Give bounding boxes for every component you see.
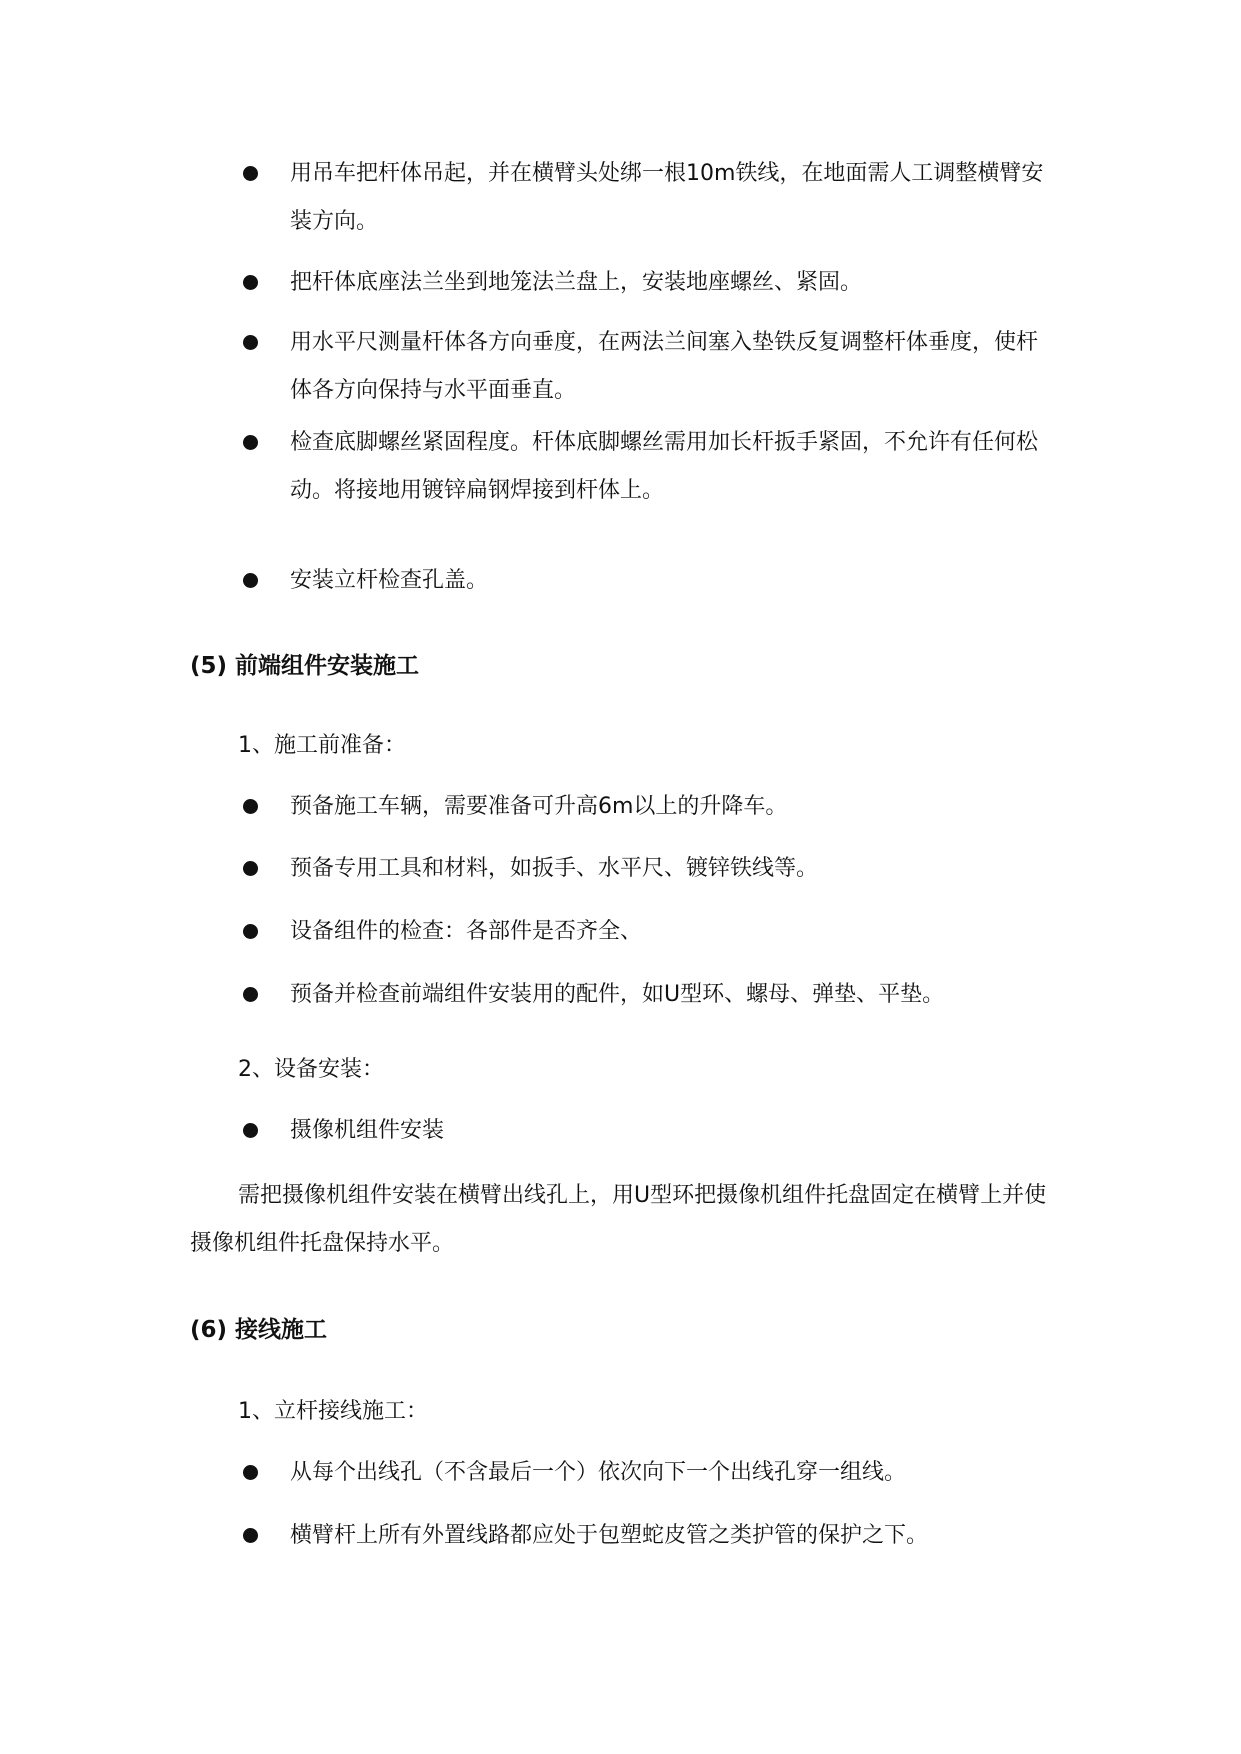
bullet-icon — [243, 573, 258, 588]
bullet-icon — [243, 861, 258, 876]
list-item — [243, 259, 1058, 307]
list-item — [243, 557, 1058, 605]
bullet-icon — [243, 987, 258, 1002]
bullet-icon — [243, 166, 258, 181]
section-heading: (6) 接线施工 — [190, 1317, 328, 1343]
list-item — [243, 319, 1058, 415]
body-paragraph: 需把摄像机组件安装在横臂出线孔上，用U型环把摄像机组件托盘固定在横臂上并使摄像机组件托盘保持水平。 — [190, 1183, 1047, 1256]
bullet-icon — [243, 799, 258, 814]
list-item-text: 横臂杆上所有外置线路都应处于包塑蛇皮管之类护管的保护之下。 — [290, 1523, 929, 1548]
subsection-label: 1、立杆接线施工： — [238, 1399, 428, 1424]
list-item-text: 预备并检查前端组件安装用的配件，如U型环、螺母、弹垫、平垫。 — [290, 982, 945, 1007]
list-item — [243, 419, 1058, 515]
list-item-text: 预备施工车辆，需要准备可升高6m以上的升降车。 — [290, 794, 788, 819]
bullet-icon — [243, 1528, 258, 1543]
subsection-label: 2、设备安装： — [238, 1057, 384, 1082]
subsection-label: 1、施工前准备： — [238, 733, 406, 758]
list-item-text: 检查底脚螺丝紧固程度。杆体底脚螺丝需用加长杆扳手紧固，不允许有任何松动。将接地用镀锌扁钢焊接到杆体上。 — [290, 430, 1039, 503]
list-item — [243, 150, 1058, 246]
list-item-text: 摄像机组件安装 — [290, 1118, 445, 1143]
bullet-icon — [243, 1123, 258, 1138]
list-item-text: 从每个出线孔（不含最后一个）依次向下一个出线孔穿一组线。 — [290, 1460, 907, 1485]
bullet-icon — [243, 335, 258, 350]
list-item — [243, 1449, 1058, 1497]
list-item — [243, 1107, 1058, 1155]
list-item-text: 安装立杆检查孔盖。 — [290, 568, 489, 593]
list-item-text: 把杆体底座法兰坐到地笼法兰盘上，安装地座螺丝、紧固。 — [290, 270, 863, 295]
list-item-text: 预备专用工具和材料，如扳手、水平尺、镀锌铁线等。 — [290, 856, 819, 881]
bullet-icon — [243, 435, 258, 450]
bullet-icon — [243, 924, 258, 939]
section-heading: (5) 前端组件安装施工 — [190, 653, 420, 679]
list-item-text: 设备组件的检查：各部件是否齐全、 — [290, 919, 643, 944]
list-item-text: 用吊车把杆体吊起，并在横臂头处绑一根10m铁线，在地面需人工调整横臂安装方向。 — [290, 161, 1044, 234]
list-item — [243, 908, 1058, 956]
list-item — [243, 783, 1058, 831]
bullet-icon — [243, 275, 258, 290]
list-item-text: 用水平尺测量杆体各方向垂度，在两法兰间塞入垫铁反复调整杆体垂度，使杆体各方向保持与水平面垂直。 — [290, 330, 1039, 403]
list-item — [243, 845, 1058, 893]
list-item — [243, 971, 1058, 1019]
bullet-icon — [243, 1465, 258, 1480]
list-item — [243, 1512, 1058, 1560]
